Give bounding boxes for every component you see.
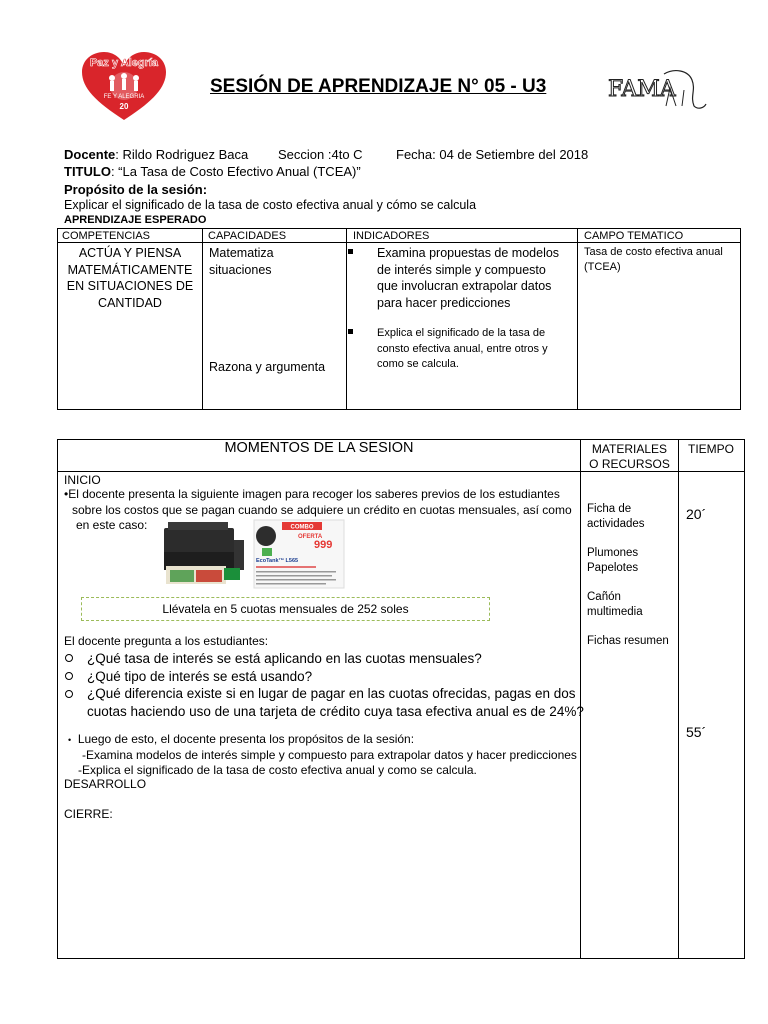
header-campo-tematico: CAMPO TEMATICO xyxy=(584,230,684,242)
proposito-2: -Explica el significado de la tasa de costo efectiva anual y como se calcula. xyxy=(78,763,477,777)
ad-combo: COMBO xyxy=(290,524,314,531)
luego-text: • Luego de esto, el docente presenta los propósitos de la sesión: xyxy=(68,732,415,746)
indicador-1: Examina propuestas de modelos de interés simple y compuesto que involucran extrapolar datos para hacer predicciones xyxy=(377,246,560,310)
pregunta-text: El docente pregunta a los estudiantes: xyxy=(64,634,269,648)
school-logo xyxy=(76,46,172,122)
section-inicio: INICIO xyxy=(64,473,101,487)
header-divider xyxy=(57,242,741,243)
question-1: ¿Qué tasa de interés se está aplicando en las cuotas mensuales? xyxy=(87,651,482,666)
section-cierre: CIERRE: xyxy=(64,807,113,821)
bullet-circle-icon xyxy=(65,654,73,662)
column-divider xyxy=(346,228,347,409)
printer-ad-image xyxy=(158,518,346,590)
docente-line xyxy=(64,147,248,162)
column-divider xyxy=(678,439,679,958)
fecha: Fecha: 04 de Setiembre del 2018 xyxy=(396,147,589,162)
logo-arc-text: Paz y Alegría xyxy=(89,57,159,69)
brand-logo-text: FAMA xyxy=(608,77,676,102)
docente-value: : Rildo Rodriguez Baca xyxy=(115,147,249,162)
competencia-text: ACTÚA Y PIENSA MATEMÁTICAMENTE EN SITUACIONES DE CANTIDAD xyxy=(66,246,194,310)
ad-oferta: OFERTA xyxy=(298,534,323,540)
proposito-label: Propósito de la sesión xyxy=(64,182,203,197)
header-momentos: MOMENTOS DE LA SESION xyxy=(224,440,414,456)
logo-number: 20 xyxy=(119,102,129,111)
bullet-square-icon xyxy=(348,249,353,254)
question-2: ¿Qué tipo de interés se está usando? xyxy=(87,669,313,684)
capacidad-razona: Razona y argumenta xyxy=(209,360,326,374)
seccion: Seccion :4to C xyxy=(278,147,363,162)
intro-text: •El docente presenta la siguiente imagen para recoger los saberes previos de los estudiantes sobre los costos que se pagan cuando se adquiere un crédito en cuotas mensuales, así como en este caso: xyxy=(64,487,572,532)
header-capacidades: CAPACIDADES xyxy=(208,230,287,242)
header-competencias: COMPETENCIAS xyxy=(62,230,151,242)
header-materiales: MATERIALES O RECURSOS xyxy=(589,442,670,471)
logo-sub-text: FE Y ALEGRIA xyxy=(103,94,145,100)
column-divider xyxy=(202,228,203,409)
proposito-line: Propósito de la sesión: xyxy=(64,182,208,197)
brand-logo xyxy=(604,66,708,112)
bullet-square-icon xyxy=(348,329,353,334)
titulo-value: : “La Tasa de Costo Efectivo Anual (TCEA)” xyxy=(110,164,361,179)
header-indicadores: INDICADORES xyxy=(353,230,430,242)
tiempo-desarrollo: 55´ xyxy=(686,724,707,740)
materiales-list: Ficha de actividades Plumones Papelotes Cañón multimedia Fichas resumen xyxy=(587,503,669,647)
titulo-line xyxy=(64,164,361,179)
indicador-2: Explica el significado de la tasa de consto efectiva anual, entre otros y como se calcula. xyxy=(377,327,548,370)
docente-label: Docente xyxy=(64,147,116,162)
callout-box: Llévatela en 5 cuotas mensuales de 252 soles xyxy=(81,597,490,621)
bullet-circle-icon xyxy=(65,690,73,698)
proposito-value: Explicar el significado de la tasa de costo efectiva anual y cómo se calcula xyxy=(64,198,477,212)
header-tiempo: TIEMPO xyxy=(687,442,734,456)
ad-brand: EcoTank™ L565 xyxy=(256,558,299,564)
tiempo-inicio: 20´ xyxy=(686,506,707,522)
ad-price: 999 xyxy=(314,539,333,551)
bullet-circle-icon xyxy=(65,672,73,680)
titulo-label: TITULO xyxy=(64,164,111,179)
proposito-1: -Examina modelos de interés simple y compuesto para extrapolar datos y hacer predicciones xyxy=(82,748,577,762)
campo-tematico: Tasa de costo efectiva anual (TCEA) xyxy=(584,246,723,273)
page-title: SESIÓN DE APRENDIZAJE N° 05 - U3 xyxy=(210,76,547,97)
capacidad-matematiza: Matematiza situaciones xyxy=(209,246,274,277)
column-divider xyxy=(577,228,578,409)
aprendizaje-esperado: APRENDIZAJE ESPERADO xyxy=(64,214,207,226)
question-3: ¿Qué diferencia existe si en lugar de pagar en las cuotas ofrecidas, pagas en dos cuotas haciendo uso de una tarjeta de crédito cuya tasa efectiva anual es de 24%? xyxy=(87,686,584,719)
section-desarrollo: DESARROLLO xyxy=(64,777,147,791)
